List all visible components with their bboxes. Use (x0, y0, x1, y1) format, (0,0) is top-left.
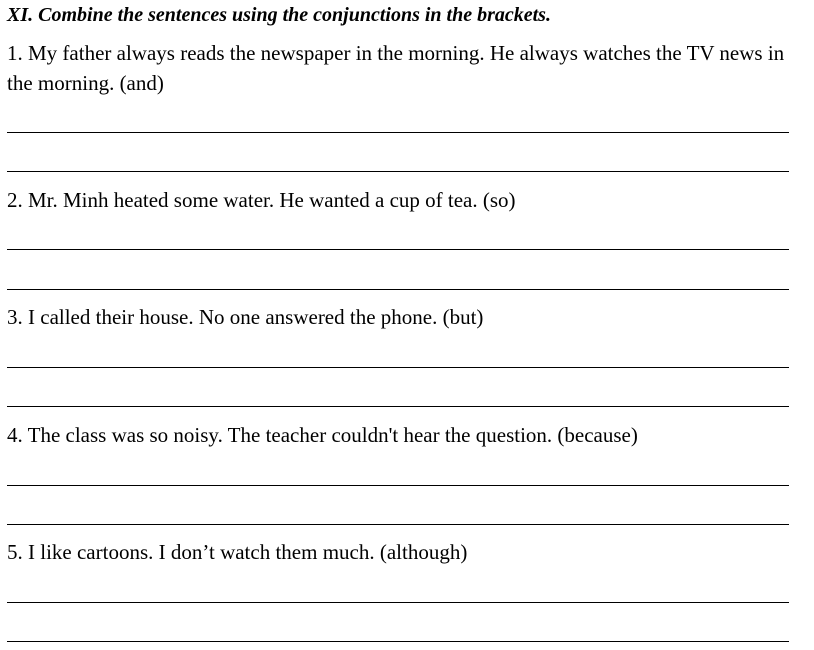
question-4: 4. The class was so noisy. The teacher couldn't hear the question. (because) (7, 423, 638, 447)
question-3: 3. I called their house. No one answered the phone. (but) (7, 305, 484, 329)
exercise-title: XI. Combine the sentences using the conjunctions in the brackets. (7, 4, 551, 26)
answer-line-2b (7, 289, 789, 290)
answer-line-2a (7, 249, 789, 250)
answer-line-4a (7, 485, 789, 486)
question-1: 1. My father always reads the newspaper in the morning. He always watches the TV news in the morning. (and) (7, 41, 785, 95)
answer-line-4b (7, 524, 789, 525)
answer-line-5a (7, 602, 789, 603)
question-2: 2. Mr. Minh heated some water. He wanted a cup of tea. (so) (7, 188, 516, 212)
answer-line-1a (7, 132, 789, 133)
answer-line-1b (7, 171, 789, 172)
answer-line-5b (7, 641, 789, 642)
question-5: 5. I like cartoons. I don’t watch them much. (although) (7, 540, 468, 564)
answer-line-3b (7, 406, 789, 407)
answer-line-3a (7, 367, 789, 368)
